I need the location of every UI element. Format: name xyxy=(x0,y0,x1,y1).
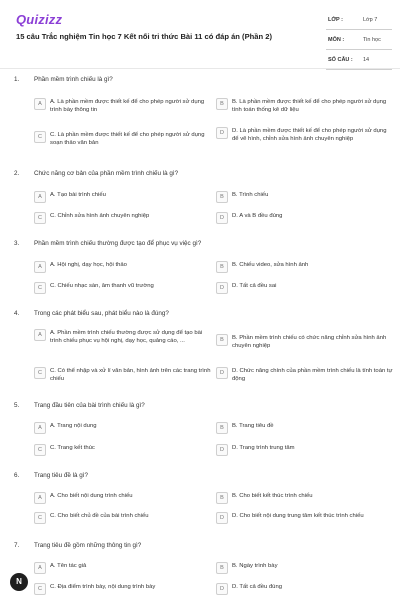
option-text: C. Cho biết chủ đề của bài trình chiếu xyxy=(50,513,149,519)
page-title: 15 câu Trắc nghiệm Tin học 7 Kết nối tri thức Bài 11 có đáp án (Phần 2) xyxy=(16,32,273,41)
option-text: D. Trang trình trung tâm xyxy=(232,445,295,451)
question-number: 4. xyxy=(14,310,20,317)
option-letter-a: A xyxy=(34,562,46,574)
meta-subject-row xyxy=(326,34,392,50)
option-letter-c: C xyxy=(34,512,46,524)
option-letter-b: B xyxy=(216,492,228,504)
question-text: Chức năng cơ bản của phần mềm trình chiếu là gì? xyxy=(34,170,179,177)
option-letter-b: B xyxy=(216,334,228,346)
option-letter-d: D xyxy=(216,583,228,595)
option-text: C. Là phần mềm được thiết kế để cho phép người sử dụng soạn thảo văn bản xyxy=(50,132,205,146)
option-letter-a: A xyxy=(34,422,46,434)
question-text: Trang đầu tiên của bài trình chiếu là gì? xyxy=(34,402,145,409)
option-letter-a: A xyxy=(34,98,46,110)
option-text: B. Phần mềm trình chiếu có chức năng chỉnh sửa hình ảnh chuyên nghiệp xyxy=(232,335,387,349)
option-letter-d: D xyxy=(216,127,228,139)
option-letter-c: C xyxy=(34,444,46,456)
option-letter-a: A xyxy=(34,191,46,203)
question-number: 6. xyxy=(14,472,20,479)
meta-subject-label: MÔN : xyxy=(328,37,345,43)
n-logo-icon: N xyxy=(16,577,22,586)
meta-subject-value: Tin học xyxy=(363,37,381,43)
option-text: D. Tất cả đều đúng xyxy=(232,584,282,590)
option-letter-b: B xyxy=(216,98,228,110)
option-letter-d: D xyxy=(216,367,228,379)
option-text: C. Trang kết thúc xyxy=(50,445,95,451)
header-divider xyxy=(0,68,400,69)
meta-class-label: LỚP : xyxy=(328,17,343,23)
n-logo-button[interactable] xyxy=(10,573,28,591)
question-number: 3. xyxy=(14,240,20,247)
option-letter-d: D xyxy=(216,444,228,456)
option-letter-d: D xyxy=(216,512,228,524)
option-letter-c: C xyxy=(34,367,46,379)
question-text: Trang tiêu đề gồm những thông tin gì? xyxy=(34,542,142,549)
question-number: 5. xyxy=(14,402,20,409)
option-text: B. Chiếu video, sửa hình ảnh xyxy=(232,262,309,268)
option-letter-d: D xyxy=(216,282,228,294)
option-letter-c: C xyxy=(34,282,46,294)
question-text: Trang tiêu đề là gì? xyxy=(34,472,89,479)
option-letter-a: A xyxy=(34,492,46,504)
question-number: 1. xyxy=(14,76,20,83)
option-text: D. Cho biết nội dung trung tâm kết thúc trình chiếu xyxy=(232,513,364,519)
option-text: A. Hội nghị, dạy học, hội thảo xyxy=(50,262,127,268)
option-text: B. Trình chiếu xyxy=(232,192,269,198)
option-letter-c: C xyxy=(34,131,46,143)
option-letter-b: B xyxy=(216,191,228,203)
option-text: D. Là phần mềm được thiết kế để cho phép người sử dụng để vẽ hình, chỉnh sửa hình ảnh chuyên nghiệp xyxy=(232,128,387,142)
option-letter-b: B xyxy=(216,422,228,434)
option-letter-a: A xyxy=(34,261,46,273)
meta-class-row xyxy=(326,14,392,30)
option-text: C. Chiếu nhạc sàn, âm thanh vũ trường xyxy=(50,283,154,289)
option-text: A. Phần mềm trình chiếu thường được sử dụng để tạo bài trình chiếu phục vụ hội nghị, dạy học, quảng cáo, ... xyxy=(50,330,203,344)
option-text: B. Trang tiêu đề xyxy=(232,423,274,429)
option-text: A. Là phần mềm được thiết kế để cho phép người sử dụng trình bày thông tin xyxy=(50,99,205,113)
question-text: Phần mềm trình chiếu thường được tạo để phục vụ việc gì? xyxy=(34,240,202,247)
option-text: A. Tên tác giả xyxy=(50,563,87,569)
option-text: B. Là phần mềm được thiết kế để cho phép người sử dụng tính toán thống kê dữ liệu xyxy=(232,99,387,113)
meta-count-value: 14 xyxy=(363,57,370,63)
option-text: A. Cho biết nội dung trình chiếu xyxy=(50,493,133,499)
option-text: B. Cho biết kết thúc trình chiếu xyxy=(232,493,313,499)
option-text: C. Có thể nhập và xử lí văn bản, hình ảnh trên các trang trình chiếu xyxy=(50,368,211,382)
option-text: D. Chức năng chính của phần mềm trình chiếu là tính toán tự động xyxy=(232,368,393,382)
option-letter-c: C xyxy=(34,583,46,595)
question-number: 2. xyxy=(14,170,20,177)
option-text: A. Trang nội dung xyxy=(50,423,97,429)
meta-count-label: SỐ CÂU : xyxy=(328,57,353,63)
option-text: D. A và B đều đúng xyxy=(232,213,283,219)
question-text: Trong các phát biểu sau, phát biểu nào là đúng? xyxy=(34,310,169,317)
option-text: C. Chỉnh sửa hình ảnh chuyên nghiệp xyxy=(50,213,150,219)
page-header xyxy=(0,0,400,62)
option-text: B. Ngày trình bày xyxy=(232,563,278,569)
meta-class-value: Lớp 7 xyxy=(363,17,378,23)
quizizz-logo[interactable]: Quizizz xyxy=(16,12,63,27)
option-letter-b: B xyxy=(216,562,228,574)
option-text: C. Địa điểm trình bày, nội dung trình bày xyxy=(50,584,156,590)
option-letter-c: C xyxy=(34,212,46,224)
option-text: D. Tất cả đều sai xyxy=(232,283,277,289)
option-letter-d: D xyxy=(216,212,228,224)
option-text: A. Tạo bài trình chiếu xyxy=(50,192,106,198)
question-text: Phần mềm trình chiếu là gì? xyxy=(34,76,113,83)
quiz-meta xyxy=(326,14,392,74)
question-number: 7. xyxy=(14,542,20,549)
option-letter-a: A xyxy=(34,329,46,341)
option-letter-b: B xyxy=(216,261,228,273)
